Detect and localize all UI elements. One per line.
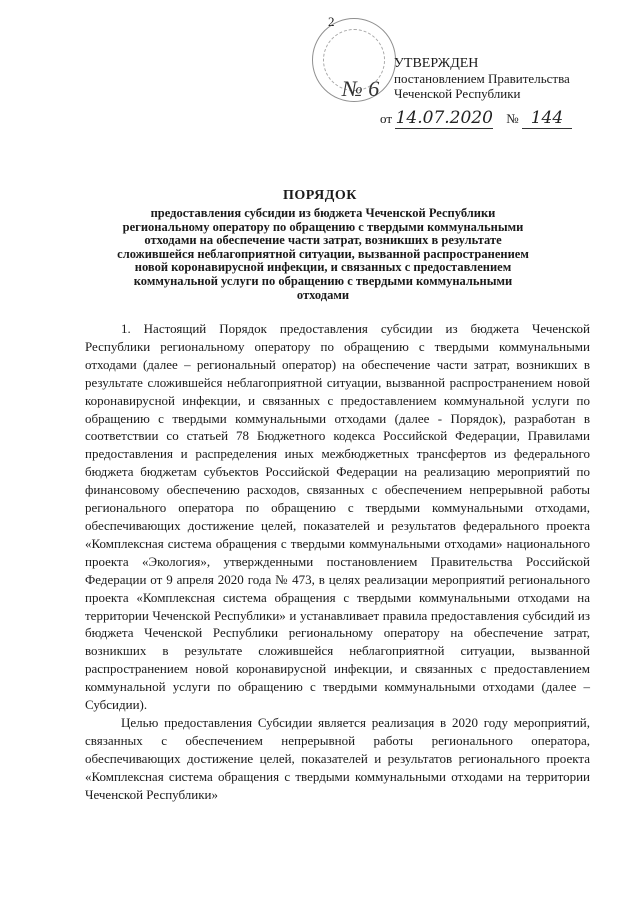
- document-body: [85, 320, 590, 803]
- number-prefix: №: [506, 111, 519, 126]
- stamp-number: № 6: [342, 76, 380, 101]
- date-prefix: от: [380, 111, 393, 126]
- approval-block: [394, 56, 624, 101]
- approval-number: 144: [522, 108, 572, 129]
- page-number: 2: [328, 14, 335, 29]
- approved-by-line-1: постановлением Правительства: [394, 71, 570, 86]
- document-title: ПОРЯДОК: [283, 188, 357, 203]
- approval-date-line: [380, 108, 610, 129]
- paragraph-1: 1. Настоящий Порядок предоставления субсидии из бюджета Чеченской Республики региональному оператору по обращению с твердыми коммунальными отходами (далее – региональный оператор) на обеспечение части затрат, возникших в результате сложившейся неблагоприятной ситуации, вызванной распространением новой коронавирусной инфекции, и связанных с предоставлением коммунальной услуги по обращению с твердыми коммунальными отходами (далее - Порядок), разработан в соответствии со статьей 78 Бюджетного кодекса Российской Федерации, Правилами предоставления и распределения иных межбюджетных трансфертов из федерального бюджета бюджетам субъектов Российской Федерации на реализацию мероприятий по финансовому обеспечению расходов, связанных с обеспечением непрерывной работы регионального оператора по обращению с твердыми коммунальными отходами, обеспечивающих достижение целей, показателей и результатов федерального проекта «Комплексная система обращения с твердыми коммунальными отходами» национального проекта «Экология», утвержденными постановлением Правительства Российской Федерации от 9 апреля 2020 года № 473, в целях реализации мероприятий регионального проекта «Комплексная система обращения с твердыми коммунальными отходами на территории Чеченской Республики» и устанавливает правила предоставления субсидий из бюджета Чеченской Республики региональному оператору на обеспечение затрат, возникших в результате сложившейся неблагоприятной ситуации, вызванной распространением новой коронавирусной инфекции, и связанных с предоставлением коммунальной услуги по обращению с твердыми коммунальными отходами (далее – Субсидии).: [85, 321, 590, 713]
- paragraph-2: Целью предоставления Субсидии является реализация в 2020 году мероприятий, связанных с обеспечением непрерывной работы регионального оператора, обеспечивающих достижение целей, показателей и результатов регионального проекта «Комплексная система обращения с твердыми коммунальными отходами на территории Чеченской Республики»: [85, 714, 590, 802]
- document-subtitle: предоставления субсидии из бюджета Чеченской Республики региональному оператору по обращению с твердыми коммунальными отходами на обеспечение части затрат, возникших в результате сложившейся неблагоприятной ситуации, вызванной распространением новой коронавирусной инфекции, и связанных с предоставлением коммунальной услуги по обращению с твердыми коммунальными отходами: [117, 206, 529, 302]
- approval-date: 14.07.2020: [395, 108, 493, 128]
- approved-label: УТВЕРЖДЕН: [394, 56, 479, 71]
- approved-by-line-2: Чеченской Республики: [394, 86, 521, 101]
